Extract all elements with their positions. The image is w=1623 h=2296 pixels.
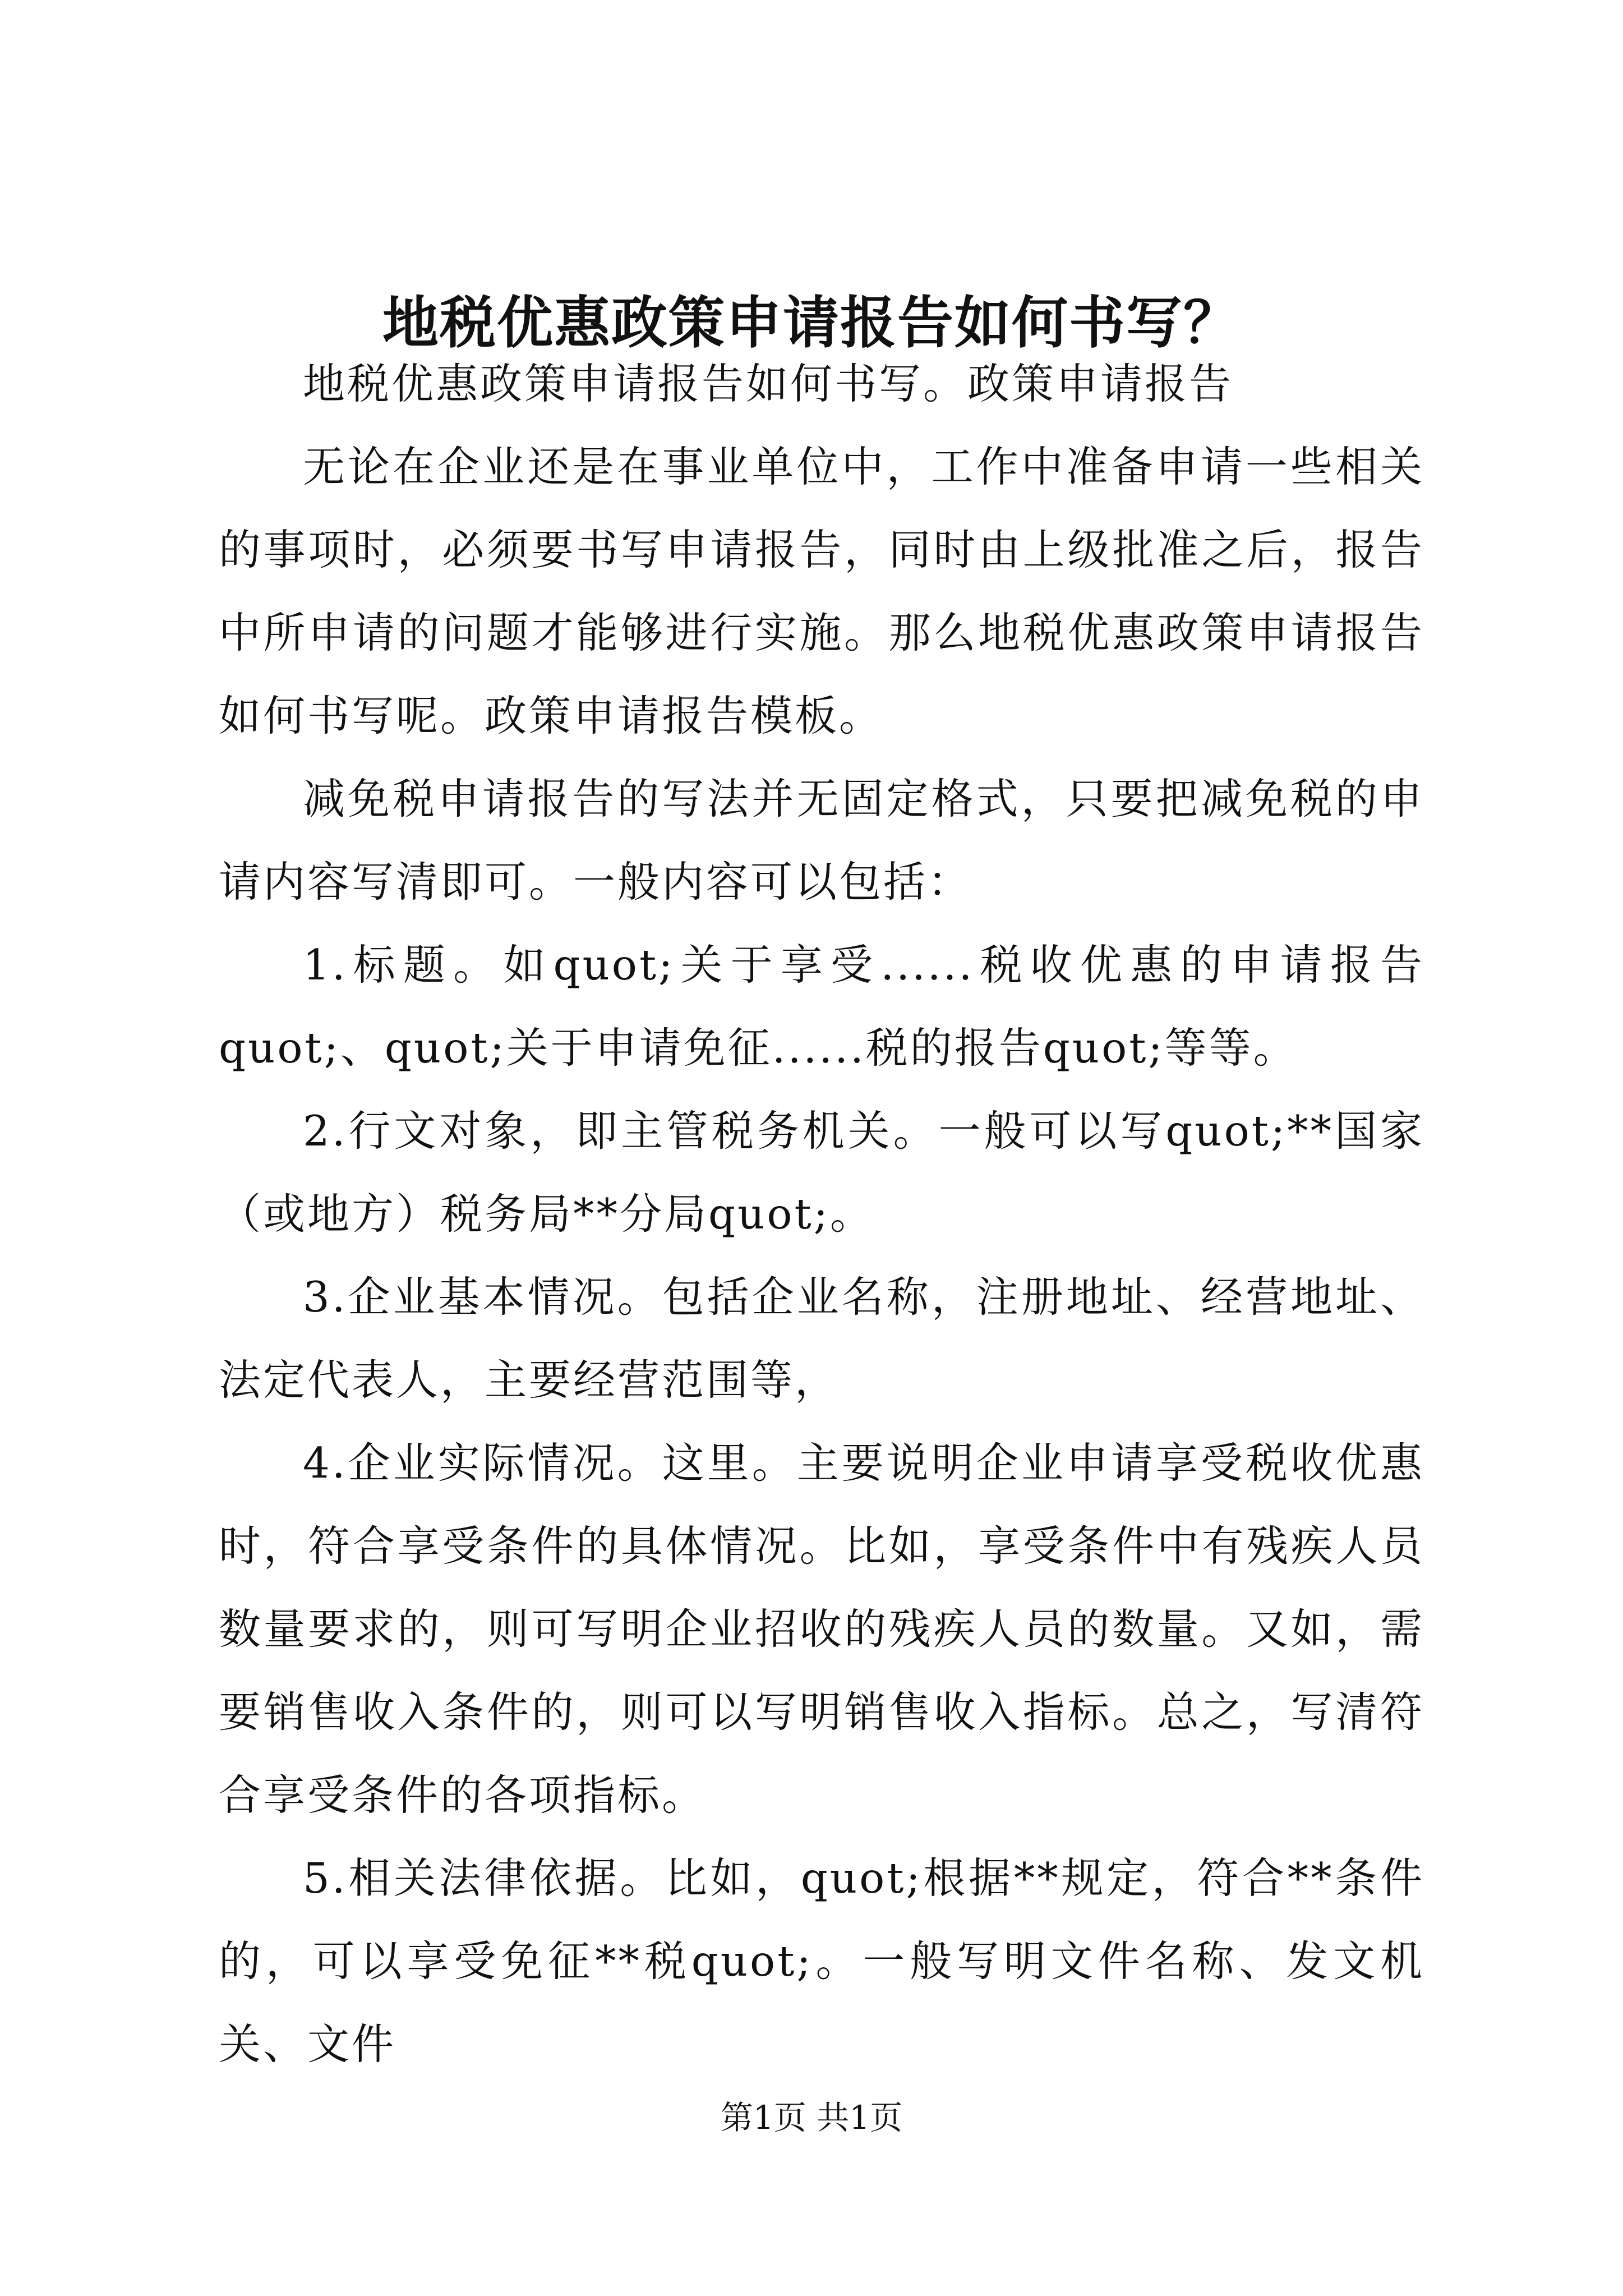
paragraph: 地税优惠政策申请报告如何书写。政策申请报告 bbox=[303, 359, 1234, 408]
document-title: 地税优惠政策申请报告如何书写？ bbox=[382, 289, 1241, 356]
paragraph: 2.行文对象，即主管税务机关。一般可以写quot;**国家（或地方）税务局**分局quot;。 bbox=[219, 1106, 1424, 1239]
paragraph: 无论在企业还是在事业单位中，工作中准备申请一些相关的事项时，必须要书写申请报告，同时由上级批准之后，报告中所申请的问题才能够进行实施。那么地税优惠政策申请报告如何书写呢。政策申请报告模板。 bbox=[219, 442, 1424, 740]
paragraph: 1.标题。如quot;关于享受......税收优惠的申请报告quot;、quot;关于申请免征......税的报告quot;等等。 bbox=[219, 940, 1424, 1073]
document-body bbox=[219, 342, 1424, 2086]
page-number-footer: 第1页 共1页 bbox=[720, 2099, 903, 2137]
paragraph: 减免税申请报告的写法并无固定格式，只要把减免税的申请内容写清即可。一般内容可以包括： bbox=[219, 774, 1424, 907]
paragraph: 4.企业实际情况。这里。主要说明企业申请享受税收优惠时，符合享受条件的具体情况。比如，享受条件中有残疾人员数量要求的，则可写明企业招收的残疾人员的数量。又如，需要销售收入条件的，则可以写明销售收入指标。总之，写清符合享受条件的各项指标。 bbox=[219, 1438, 1424, 1820]
paragraph: 3.企业基本情况。包括企业名称，注册地址、经营地址、法定代表人，主要经营范围等， bbox=[219, 1272, 1424, 1405]
paragraph: 5.相关法律依据。比如，quot;根据**规定，符合**条件的，可以享受免征**税quot;。一般写明文件名称、发文机关、文件 bbox=[219, 1853, 1424, 2069]
